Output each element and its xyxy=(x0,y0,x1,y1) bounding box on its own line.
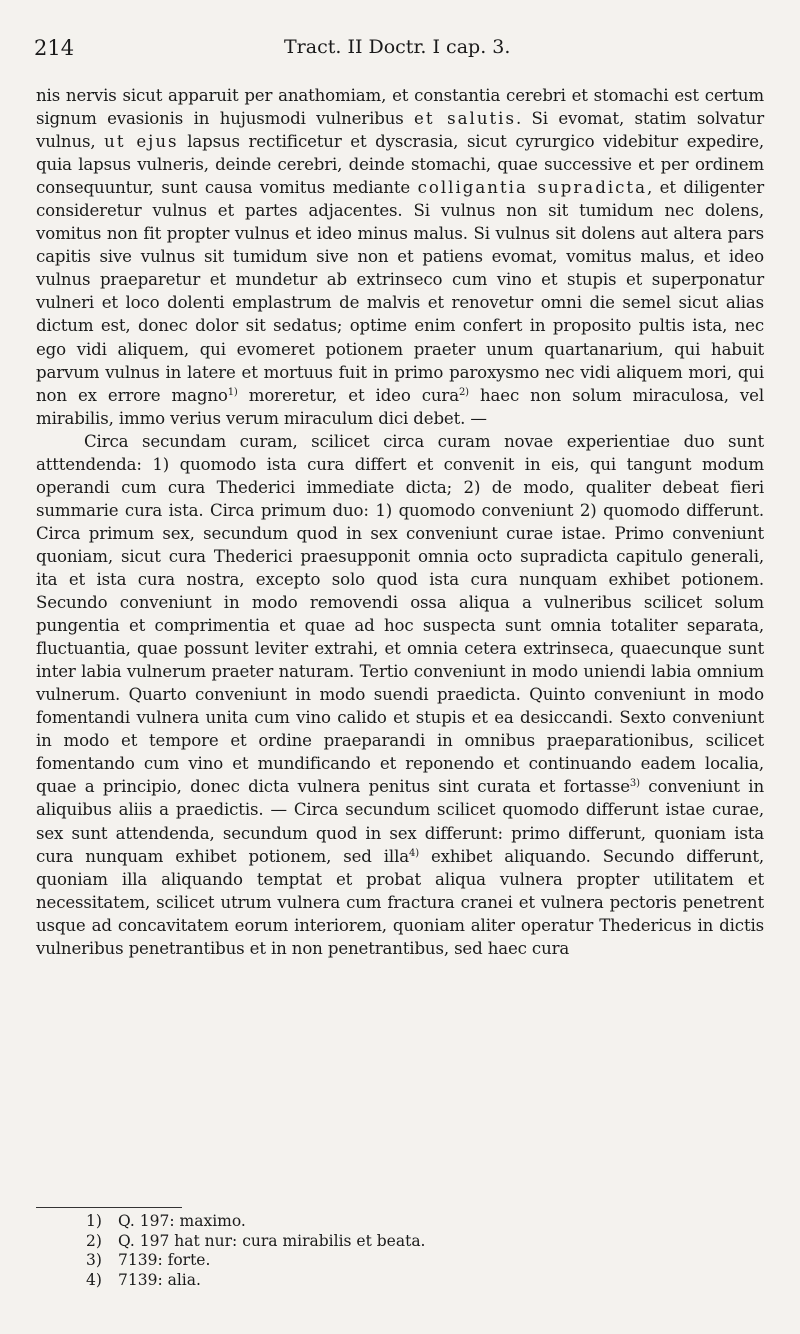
footnote-divider xyxy=(36,1207,182,1208)
text-run: nis nervis sicut apparuit per anathomiam, et constantia cerebri et stomachi est certum signum evasionis in hujusmodi vulneribus xyxy=(36,86,764,129)
spaced-text: colligantia supradicta xyxy=(417,178,647,198)
text-run: haec non solum miraculosa, vel mirabilis, immo verius verum miraculum dici debet. — xyxy=(36,385,764,428)
text-run: Circa secundam curam, scilicet circa curam novae experientiae duo sunt atttendenda: 1) quomodo ista cura differt et convenit in eis, qui tangunt modum operandi cum cura Thederici immediate dicta; 2) de modo, qualiter debeat fieri summarie cura ista. Circa primum duo: 1) quomodo conveniunt 2) quomodo differunt. Circa primum sex, secundum quod in sex conveniunt curae istae. Primo conveniunt quoniam, sicut cura Thederici praesupponit omnia octo supradicta capitulo generali, ita et ista cura nostra, excepto solo quod ista cura nunquam exhibet potionem. Secundo conveniunt in modo removendi ossa aliqua a vulneribus scilicet solum pungentia et comprimentia et quae ad hoc suspecta sunt omnia totaliter separata, fluctuantia, quae possunt leviter extrahi, et omnia cetera extrinseca, quaecunque sunt inter labia vulnerum praeter naturam. Tertio conveniunt in modo uniendi labia omnium vulnerum. Quarto conveniunt in modo suendi praedicta. Quinto conveniunt in modo fomentandi vulnera unita cum vino calido et stupis et ea desiccandi. Sexto conveniunt in modo et tempore et ordine praeparandi in omnibus praeparationibus, scilicet fomentando cum vino et mundificando et reponendo et continuando eadem localia, quae a principio, donec dicta vulnera penitus sint curata et fortasse xyxy=(36,431,764,797)
footnote-text: Q. 197: maximo. xyxy=(118,1212,246,1230)
text-run: exhibet aliquando. Secundo differunt, quoniam illa aliquando temptat et probat aliqua vulnera propter utilitatem et necessitatem, scilicet utrum vulnera cum fractura cranei et vulnera pectoris penetrent usque ad concavitatem eorum interiorem, quoniam aliter operatur Thedericus in dictis vulneribus penetrantibus et in non penetrantibus, sed haec cura xyxy=(36,846,764,958)
text-run: lapsus rectificetur et dyscrasia, sicut cyrurgico videbitur expedire, quia lapsus vulneris, deinde cerebri, deinde stomachi, quae successive et per ordinem consequuntur, sunt causa vomitus mediante xyxy=(36,132,764,198)
footnote-mark: 3) xyxy=(86,1251,102,1269)
footnote xyxy=(86,1251,586,1271)
page-number: 214 xyxy=(34,36,75,60)
footnote-mark: 2) xyxy=(86,1231,102,1250)
text-run: , et diligenter consideretur vulnus et partes adjacentes. Si vulnus non sit tumidum nec dolens, vomitus non fit propter vulnus et ideo minus malus. Si vulnus sit dolens aut altera pars capitis sive vulnus sit tumidum sive non et patiens evomat, vomitus malus, et ideo vulnus praeparetur et mundetur ab extrinseco cum vino et stupis et superponatur vulneri et loco dolenti emplastrum de malvis et renovetur omni die semel sicut alias dictum est, donec dolor sit sedatus; optime enim confert in proposito pultis ista, nec ego vidi aliquem, qui evomeret potionem praeter unum quartanarium, qui habuit parvum vulnus in latere et mortuus fuit in primo paroxysmo nec vidi aliquem mori, qui non ex errore magno xyxy=(36,178,764,405)
spaced-text: et salutis xyxy=(414,109,516,129)
footnote xyxy=(86,1212,586,1232)
paragraph-1 xyxy=(36,84,764,430)
footnote-ref-4: 4) xyxy=(408,847,419,859)
paragraph-2 xyxy=(36,430,764,960)
running-head xyxy=(30,36,770,66)
footnote xyxy=(86,1232,586,1252)
footnotes xyxy=(86,1212,586,1290)
text-run: moreretur, et ideo cura xyxy=(237,385,459,405)
footnote-ref-1: 1) xyxy=(227,386,238,398)
text-run: conveniunt in aliquibus aliis a praedictis. — Circa secundum scilicet quomodo differunt istae curae, sex sunt attendenda, secundum quod in sex differunt: primo differunt, quoniam ista cura nunquam exhibet potionem, sed illa xyxy=(36,777,764,866)
footnote xyxy=(86,1271,586,1291)
running-head-title: Tract. II Doctr. I cap. 3. xyxy=(284,36,511,58)
spaced-text: ut ejus xyxy=(104,132,179,152)
footnote-mark: 1) xyxy=(86,1212,102,1230)
footnote-text: Q. 197 hat nur: cura mirabilis et beata. xyxy=(118,1231,426,1250)
footnote-text: 7139: alia. xyxy=(118,1270,201,1289)
text-run: . Si evomat, statim solvatur vulnus, xyxy=(36,109,764,152)
footnote-mark: 4) xyxy=(86,1270,102,1289)
footnote-ref-3: 3) xyxy=(629,778,640,790)
footnote-text: 7139: forte. xyxy=(118,1251,211,1269)
footnote-ref-2: 2) xyxy=(458,386,469,398)
body-text xyxy=(36,84,764,960)
